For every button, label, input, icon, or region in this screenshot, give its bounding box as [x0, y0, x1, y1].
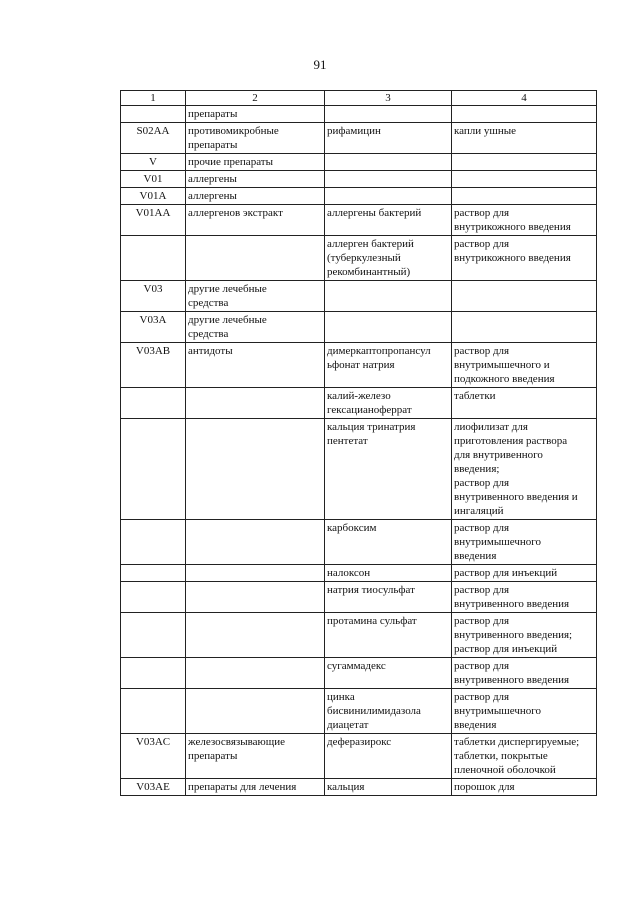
column-header: 2: [186, 91, 325, 106]
drug-name-cell: [325, 734, 452, 779]
group-name-line: средства: [188, 297, 229, 309]
drug-name-cell: [325, 565, 452, 582]
group-name-line: железосвязывающие: [188, 736, 286, 748]
dosage-form-cell: [452, 658, 597, 689]
drug-name-cell: [325, 343, 452, 388]
table-row: [121, 312, 597, 343]
dosage-form-line: таблетки, покрытые: [454, 750, 548, 762]
dosage-form-line: раствор для: [454, 615, 510, 627]
drug-name-cell: [325, 388, 452, 419]
drug-name-cell: [325, 106, 452, 123]
page-number: 91: [313, 57, 327, 72]
dosage-form-line: раствор для: [454, 522, 510, 534]
dosage-form-line: раствор для: [454, 691, 510, 703]
drug-name-cell: [325, 419, 452, 520]
table-row: [121, 419, 597, 520]
table-header-row: [121, 91, 597, 106]
group-name-cell: [186, 734, 325, 779]
dosage-form-line: раствор для инъекций: [454, 643, 558, 655]
atc-code-cell: V01AA: [121, 205, 186, 236]
dosage-form-line: таблетки: [454, 390, 496, 402]
table-row: [121, 520, 597, 565]
dosage-form-line: лиофилизат для: [454, 421, 528, 433]
atc-code-cell: [121, 613, 186, 658]
column-header: 3: [325, 91, 452, 106]
group-name-line: другие лечебные: [188, 314, 267, 326]
atc-code-cell: V01: [121, 171, 186, 188]
drug-name-line: рекомбинантный): [327, 266, 411, 278]
table-row: [121, 689, 597, 734]
drug-name-line: диацетат: [327, 719, 369, 731]
drug-name-line: ьфонат натрия: [327, 359, 395, 371]
dosage-form-cell: [452, 689, 597, 734]
dosage-form-line: подкожного введения: [454, 373, 555, 385]
table-row: [121, 236, 597, 281]
atc-code-cell: [121, 565, 186, 582]
group-name-cell: [186, 312, 325, 343]
drug-name-line: калий-железо: [327, 390, 391, 402]
drug-name-line: карбоксим: [327, 522, 377, 534]
table-row: [121, 188, 597, 205]
group-name-line: препараты: [188, 750, 238, 762]
group-name-cell: [186, 582, 325, 613]
group-name-line: прочие препараты: [188, 156, 273, 168]
drug-name-line: деферазирокс: [327, 736, 392, 748]
dosage-form-line: введения: [454, 719, 497, 731]
table-row: [121, 343, 597, 388]
dosage-form-line: введения: [454, 550, 497, 562]
dosage-form-line: внутривенного введения и: [454, 491, 578, 503]
dosage-form-line: внутримышечного: [454, 536, 541, 548]
drug-name-line: кальция тринатрия: [327, 421, 416, 433]
dosage-form-line: раствор для: [454, 584, 510, 596]
drug-name-line: бисвинилимидазола: [327, 705, 421, 717]
table-row: [121, 281, 597, 312]
dosage-form-line: внутрикожного введения: [454, 252, 571, 264]
table-row: [121, 734, 597, 779]
group-name-line: аллергены: [188, 190, 237, 202]
dosage-form-cell: [452, 520, 597, 565]
table-body: [121, 106, 597, 796]
drug-name-cell: [325, 779, 452, 796]
group-name-line: антидоты: [188, 345, 233, 357]
atc-code-cell: [121, 236, 186, 281]
dosage-form-cell: [452, 123, 597, 154]
group-name-line: средства: [188, 328, 229, 340]
drug-name-cell: [325, 582, 452, 613]
atc-code-cell: [121, 689, 186, 734]
dosage-form-cell: [452, 205, 597, 236]
table-row: [121, 779, 597, 796]
drug-name-line: протамина сульфат: [327, 615, 417, 627]
drug-name-cell: [325, 689, 452, 734]
drug-name-cell: [325, 154, 452, 171]
group-name-cell: [186, 779, 325, 796]
table-row: [121, 205, 597, 236]
group-name-cell: [186, 281, 325, 312]
drug-name-cell: [325, 123, 452, 154]
dosage-form-cell: [452, 582, 597, 613]
atc-code-cell: [121, 388, 186, 419]
dosage-form-line: раствор для: [454, 207, 510, 219]
dosage-form-line: раствор для инъекций: [454, 567, 558, 579]
column-header: 4: [452, 91, 597, 106]
drug-name-cell: [325, 312, 452, 343]
dosage-form-line: пленочной оболочкой: [454, 764, 556, 776]
group-name-line: препараты: [188, 108, 238, 120]
drug-name-line: (туберкулезный: [327, 252, 401, 264]
dosage-form-cell: [452, 154, 597, 171]
dosage-form-line: внутривенного введения;: [454, 629, 573, 641]
drug-name-line: сугаммадекс: [327, 660, 386, 672]
group-name-cell: [186, 689, 325, 734]
dosage-form-line: раствор для: [454, 660, 510, 672]
group-name-line: препараты для лечения: [188, 781, 297, 793]
dosage-form-line: приготовления раствора: [454, 435, 568, 447]
atc-code-cell: V03A: [121, 312, 186, 343]
column-header: 1: [121, 91, 186, 106]
drug-name-line: рифамицин: [327, 125, 381, 137]
dosage-form-line: раствор для: [454, 238, 510, 250]
drug-name-cell: [325, 205, 452, 236]
group-name-cell: [186, 106, 325, 123]
dosage-form-line: внутрикожного введения: [454, 221, 571, 233]
dosage-form-line: внутривенного введения: [454, 674, 570, 686]
group-name-cell: [186, 188, 325, 205]
drug-name-cell: [325, 658, 452, 689]
drug-name-line: аллерген бактерий: [327, 238, 414, 250]
atc-code-cell: V: [121, 154, 186, 171]
atc-code-cell: V03AB: [121, 343, 186, 388]
table-row: [121, 171, 597, 188]
dosage-form-line: раствор для: [454, 477, 510, 489]
group-name-cell: [186, 123, 325, 154]
drug-name-line: налоксон: [327, 567, 371, 579]
atc-code-cell: [121, 520, 186, 565]
atc-code-cell: [121, 419, 186, 520]
dosage-form-cell: [452, 312, 597, 343]
table-row: [121, 123, 597, 154]
dosage-form-line: раствор для: [454, 345, 510, 357]
group-name-line: противомикробные: [188, 125, 279, 137]
atc-code-cell: [121, 582, 186, 613]
table-row: [121, 582, 597, 613]
group-name-cell: [186, 205, 325, 236]
drug-table: [120, 90, 597, 796]
drug-name-cell: [325, 236, 452, 281]
dosage-form-line: капли ушные: [454, 125, 517, 137]
table-row: [121, 106, 597, 123]
dosage-form-cell: [452, 613, 597, 658]
dosage-form-line: внутривенного введения: [454, 598, 570, 610]
drug-name-line: аллергены бактерий: [327, 207, 422, 219]
dosage-form-cell: [452, 779, 597, 796]
group-name-line: другие лечебные: [188, 283, 267, 295]
group-name-cell: [186, 236, 325, 281]
atc-code-cell: V03AE: [121, 779, 186, 796]
dosage-form-cell: [452, 188, 597, 205]
table-row: [121, 154, 597, 171]
dosage-form-cell: [452, 343, 597, 388]
group-name-cell: [186, 343, 325, 388]
dosage-form-cell: [452, 106, 597, 123]
dosage-form-line: порошок для: [454, 781, 515, 793]
group-name-line: препараты: [188, 139, 238, 151]
drug-name-line: цинка: [327, 691, 355, 703]
group-name-cell: [186, 658, 325, 689]
group-name-cell: [186, 154, 325, 171]
drug-name-line: гексацианоферрат: [327, 404, 412, 416]
table-row: [121, 388, 597, 419]
drug-name-cell: [325, 520, 452, 565]
dosage-form-line: внутримышечного и: [454, 359, 550, 371]
dosage-form-cell: [452, 171, 597, 188]
atc-code-cell: V01A: [121, 188, 186, 205]
dosage-form-cell: [452, 236, 597, 281]
group-name-line: аллергенов экстракт: [188, 207, 283, 219]
table-row: [121, 613, 597, 658]
table-row: [121, 565, 597, 582]
drug-name-line: пентетат: [327, 435, 368, 447]
group-name-cell: [186, 520, 325, 565]
drug-name-line: кальция: [327, 781, 365, 793]
dosage-form-line: для внутривенного: [454, 449, 543, 461]
group-name-line: аллергены: [188, 173, 237, 185]
drug-name-line: димеркаптопропансул: [327, 345, 431, 357]
dosage-form-cell: [452, 281, 597, 312]
drug-name-line: натрия тиосульфат: [327, 584, 415, 596]
dosage-form-cell: [452, 388, 597, 419]
dosage-form-cell: [452, 419, 597, 520]
dosage-form-line: ингаляций: [454, 505, 504, 517]
group-name-cell: [186, 613, 325, 658]
table-row: [121, 658, 597, 689]
group-name-cell: [186, 388, 325, 419]
dosage-form-line: введения;: [454, 463, 500, 475]
atc-code-cell: [121, 658, 186, 689]
drug-name-cell: [325, 613, 452, 658]
dosage-form-cell: [452, 565, 597, 582]
drug-name-cell: [325, 281, 452, 312]
dosage-form-cell: [452, 734, 597, 779]
atc-code-cell: V03AC: [121, 734, 186, 779]
dosage-form-line: таблетки диспергируемые;: [454, 736, 580, 748]
atc-code-cell: [121, 106, 186, 123]
group-name-cell: [186, 565, 325, 582]
drug-name-cell: [325, 171, 452, 188]
atc-code-cell: S02AA: [121, 123, 186, 154]
group-name-cell: [186, 171, 325, 188]
atc-code-cell: V03: [121, 281, 186, 312]
dosage-form-line: внутримышечного: [454, 705, 541, 717]
group-name-cell: [186, 419, 325, 520]
drug-name-cell: [325, 188, 452, 205]
